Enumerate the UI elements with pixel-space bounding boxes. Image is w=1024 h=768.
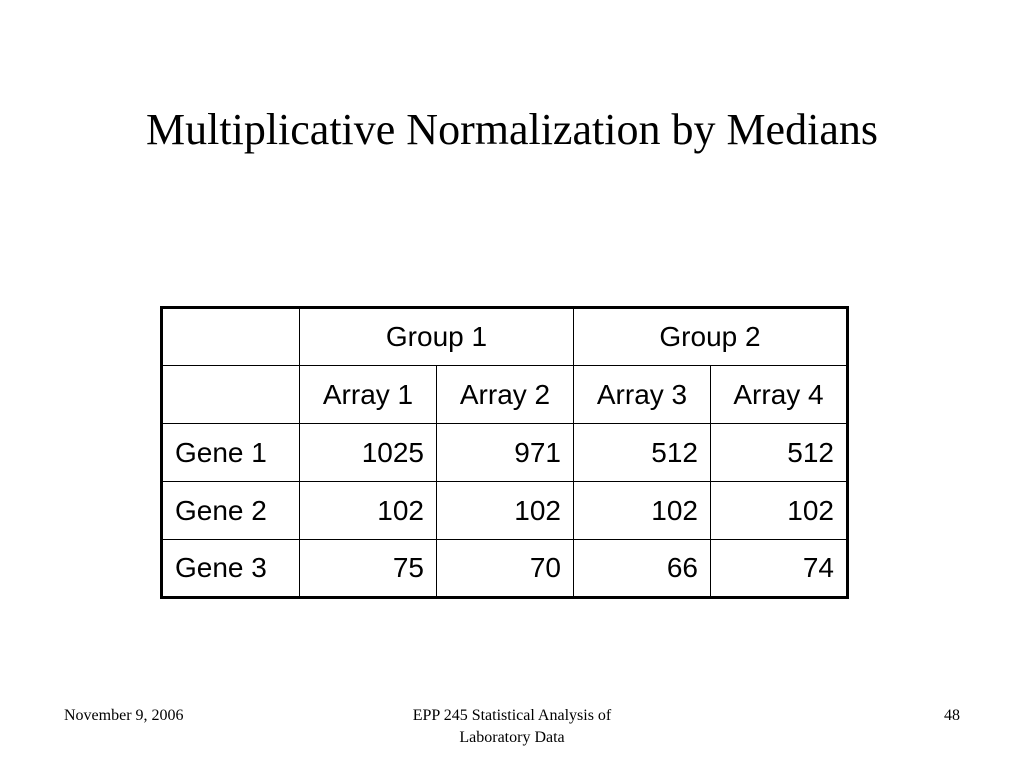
- table-cell: 75: [300, 540, 437, 598]
- table-row: [162, 424, 848, 482]
- group-1-header: Group 1: [300, 308, 574, 366]
- footer-course-line-2: Laboratory Data: [459, 729, 565, 746]
- array-1-header: Array 1: [300, 366, 437, 424]
- array-3-header: Array 3: [574, 366, 711, 424]
- table-cell: 971: [437, 424, 574, 482]
- gene-label: Gene 2: [162, 482, 300, 540]
- footer-page-number: 48: [944, 707, 960, 724]
- table-cell: 512: [574, 424, 711, 482]
- table-cell: 512: [711, 424, 848, 482]
- array-header-row: [162, 366, 848, 424]
- table-cell: 66: [574, 540, 711, 598]
- table-cell: 102: [437, 482, 574, 540]
- table-row: [162, 540, 848, 598]
- normalization-table: [160, 306, 849, 599]
- footer-course-title: [362, 705, 662, 749]
- table-cell: 70: [437, 540, 574, 598]
- table-row: [162, 482, 848, 540]
- slide-title: Multiplicative Normalization by Medians: [146, 105, 878, 154]
- array-4-header: Array 4: [711, 366, 848, 424]
- table-cell: 102: [574, 482, 711, 540]
- array-2-header: Array 2: [437, 366, 574, 424]
- gene-label: Gene 3: [162, 540, 300, 598]
- table-cell: 102: [711, 482, 848, 540]
- table-cell: 74: [711, 540, 848, 598]
- table-cell: 1025: [300, 424, 437, 482]
- group-2-header: Group 2: [574, 308, 848, 366]
- empty-label-cell: [162, 366, 300, 424]
- footer-course-line-1: EPP 245 Statistical Analysis of: [412, 707, 612, 724]
- table-cell: 102: [300, 482, 437, 540]
- footer-date: November 9, 2006: [64, 707, 184, 724]
- group-header-row: [162, 308, 848, 366]
- empty-corner-cell: [162, 308, 300, 366]
- gene-label: Gene 1: [162, 424, 300, 482]
